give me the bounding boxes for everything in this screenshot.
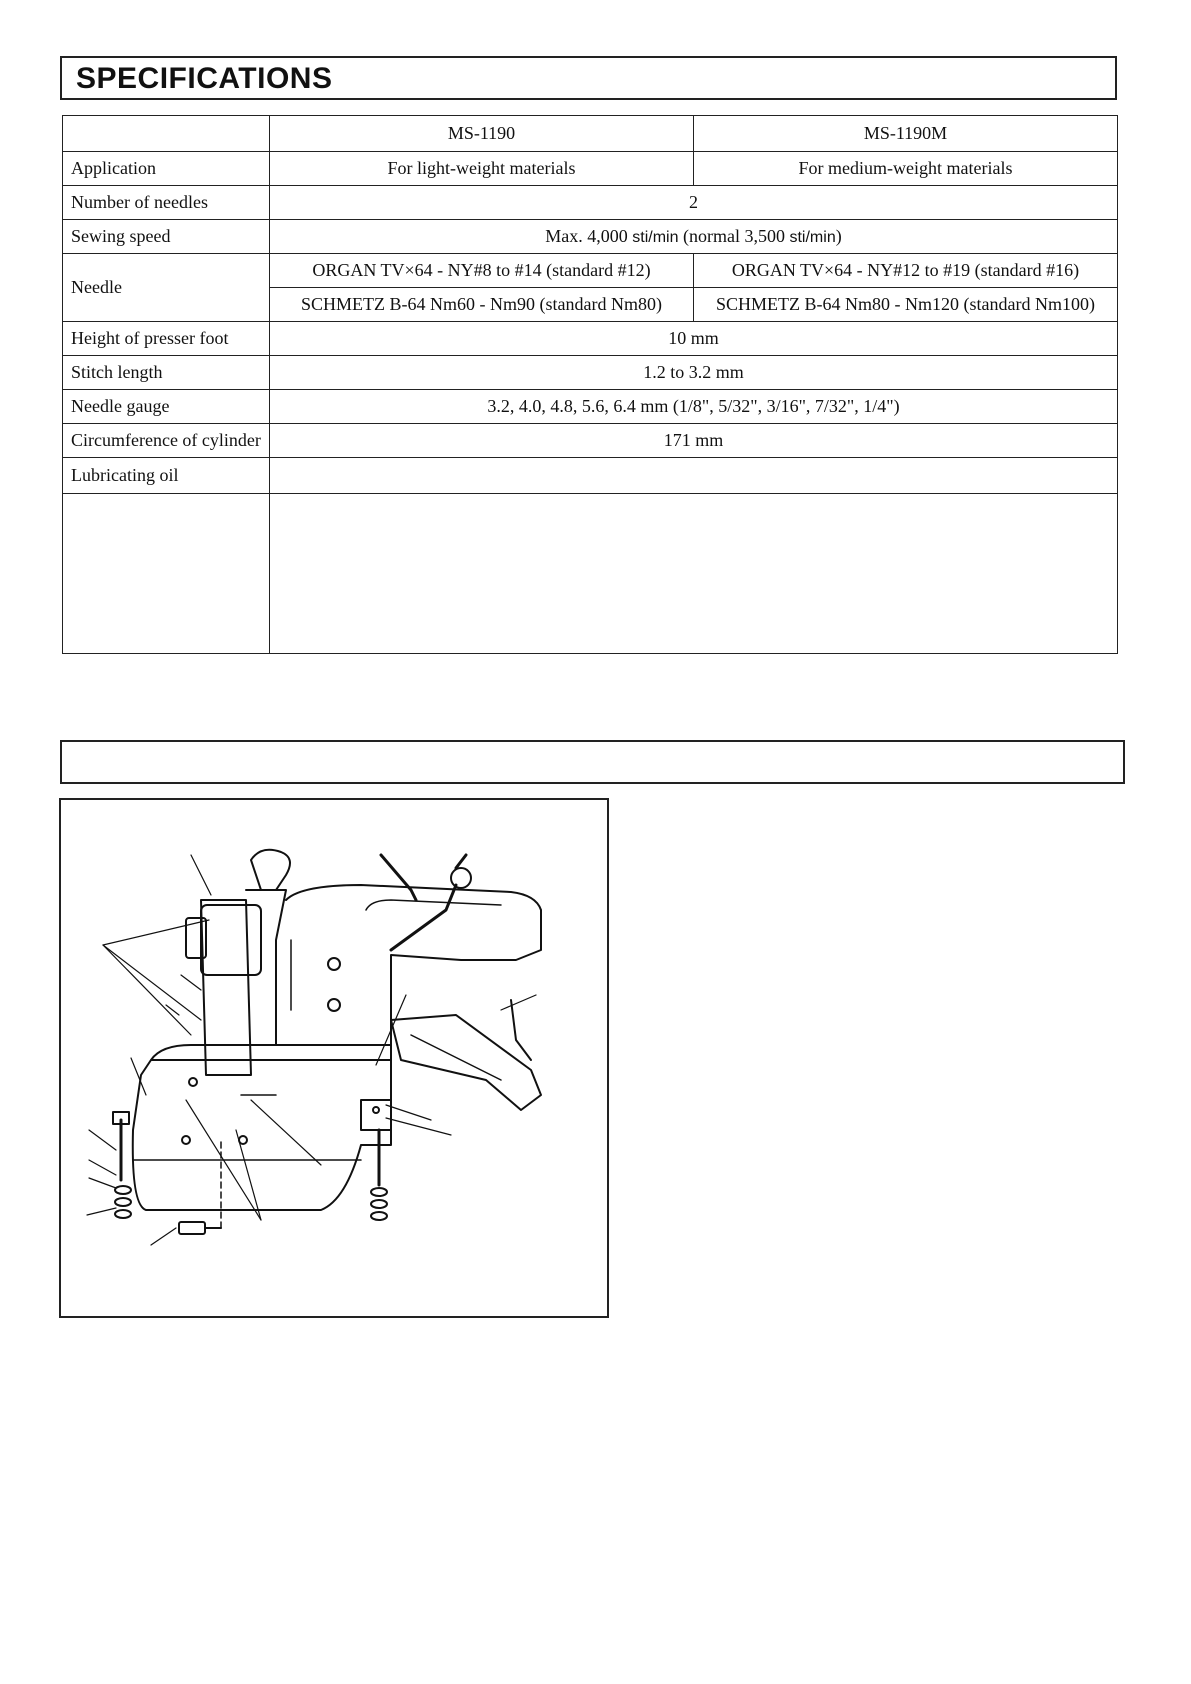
row-label: Lubricating oil	[63, 458, 270, 494]
table-row-presser-foot	[63, 322, 1118, 356]
table-row-needles	[63, 186, 1118, 220]
machine-arm	[286, 885, 541, 1045]
row-label: Circumference of cylinder	[63, 424, 270, 458]
presser-foot-value: 10 mm	[270, 322, 1118, 356]
machine-base-top	[151, 1045, 391, 1060]
row-label: Height of presser foot	[63, 322, 270, 356]
row-label: Application	[63, 152, 270, 186]
speed-unit: sti/min	[789, 229, 836, 246]
needle-schmetz-ms1190: SCHMETZ B-64 Nm60 - Nm90 (standard Nm80)	[270, 288, 694, 322]
lifting-lever	[381, 855, 416, 900]
column-header-ms1190m: MS-1190M	[694, 116, 1118, 152]
header-empty-cell	[63, 116, 270, 152]
specifications-header-box	[60, 56, 1117, 100]
row-label: Stitch length	[63, 356, 270, 390]
table-row-needle-organ	[63, 254, 1118, 288]
table-row-application	[63, 152, 1118, 186]
speed-text-post: )	[835, 226, 842, 246]
needle-schmetz-ms1190m: SCHMETZ B-64 Nm80 - Nm120 (standard Nm100)	[694, 288, 1118, 322]
speed-text-mid: (normal 3,500	[678, 226, 790, 246]
knob	[251, 850, 290, 890]
page-title: SPECIFICATIONS	[76, 62, 333, 95]
machine-base	[133, 1060, 391, 1210]
installation-figure	[59, 798, 609, 1318]
needle-organ-ms1190m: ORGAN TV×64 - NY#12 to #19 (standard #16)	[694, 254, 1118, 288]
table-row-stitch-length	[63, 356, 1118, 390]
row-label: Needle	[63, 254, 270, 322]
blank-cell	[270, 494, 1118, 654]
table-row-lubricating-oil	[63, 458, 1118, 494]
speed-unit: sti/min	[632, 229, 679, 246]
sewing-machine-diagram	[61, 800, 607, 1316]
needle-gauge-value: 3.2, 4.0, 4.8, 5.6, 6.4 mm (1/8", 5/32", 3/16", 7/32", 1/4")	[270, 390, 1118, 424]
table-header-row	[63, 116, 1118, 152]
lubricating-oil-value	[270, 458, 1118, 494]
table-row-cylinder	[63, 424, 1118, 458]
application-ms1190: For light-weight materials	[270, 152, 694, 186]
speed-value	[270, 220, 1118, 254]
table-row-speed	[63, 220, 1118, 254]
leader-lines	[87, 855, 536, 1245]
column-header-ms1190: MS-1190	[270, 116, 694, 152]
bottom-bolt	[179, 1222, 205, 1234]
speed-text-pre: Max. 4,000	[545, 226, 633, 246]
cylinder-value: 171 mm	[270, 424, 1118, 458]
pulley	[201, 905, 261, 975]
machine-column	[201, 900, 251, 1075]
row-label: Needle gauge	[63, 390, 270, 424]
blank-cell	[63, 494, 270, 654]
mounting-bracket	[361, 1100, 391, 1130]
table-row-blank	[63, 494, 1118, 654]
belt-cover	[246, 890, 286, 1045]
stitch-length-value: 1.2 to 3.2 mm	[270, 356, 1118, 390]
needle-organ-ms1190: ORGAN TV×64 - NY#8 to #14 (standard #12)	[270, 254, 694, 288]
section-header-box	[60, 740, 1125, 784]
table-row-needle-gauge	[63, 390, 1118, 424]
row-label: Sewing speed	[63, 220, 270, 254]
row-label: Number of needles	[63, 186, 270, 220]
application-ms1190m: For medium-weight materials	[694, 152, 1118, 186]
needles-value: 2	[270, 186, 1118, 220]
specifications-table	[62, 115, 1118, 654]
